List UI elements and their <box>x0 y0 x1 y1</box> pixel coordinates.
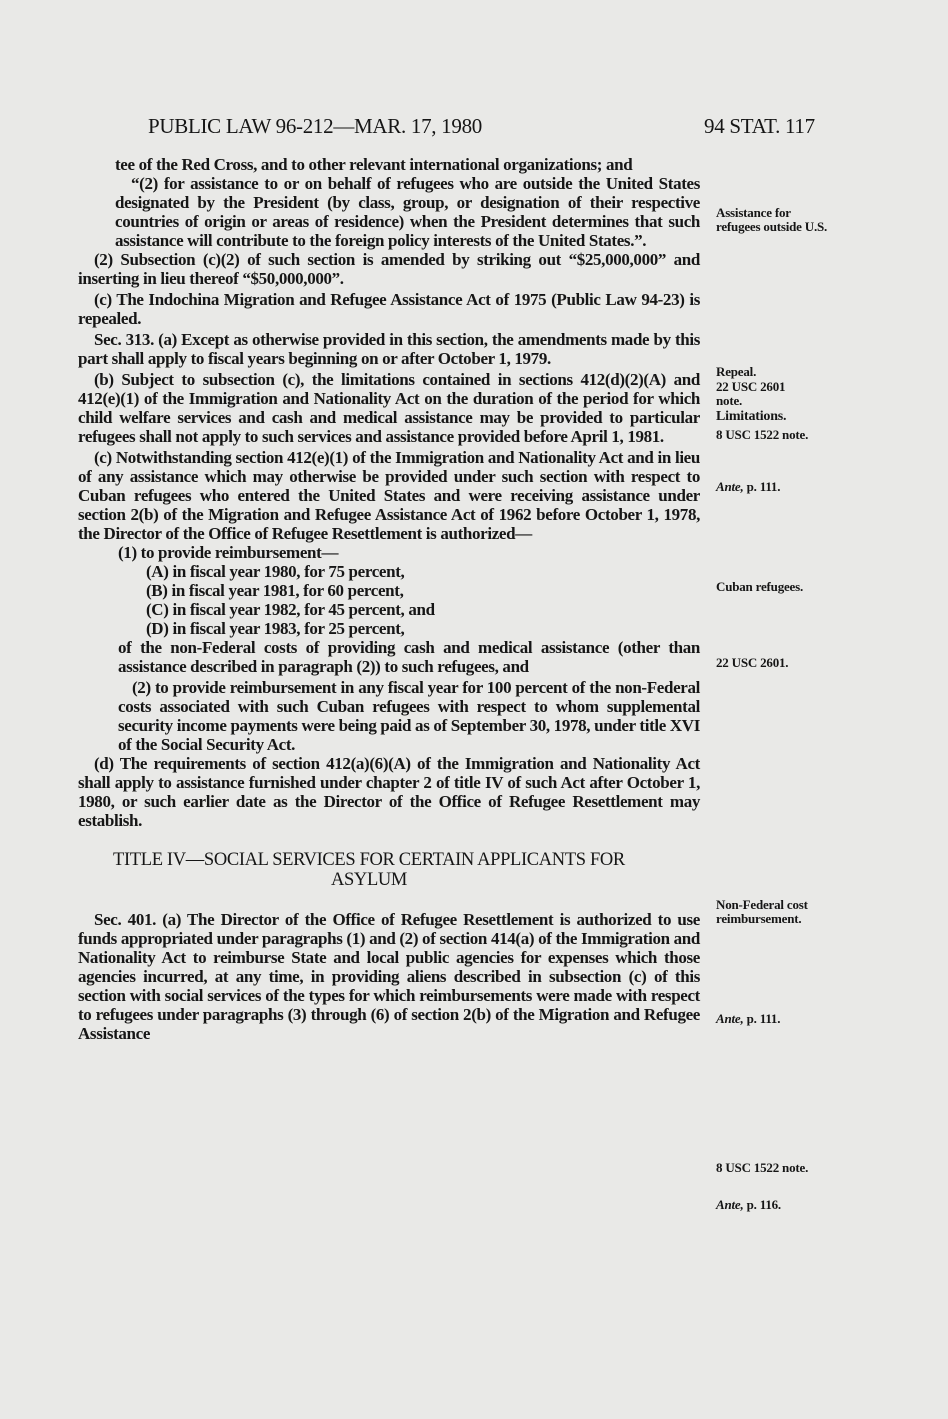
list-item: (1) to provide reimbursement— <box>118 543 339 562</box>
margin-note-page: p. 116. <box>746 1197 781 1212</box>
section-313-d: (d) The requirements of section 412(a)(6)(A) of the Immigration and Nationality Act shall apply to assistance furnished under chapter 2 of title IV of such Act after October 1, 1980, or such earlier date as the Director of the Office of Refugee Resettlement may establish. <box>78 754 700 830</box>
paragraph: (c) The Indochina Migration and Refugee Assistance Act of 1975 (Public Law 94-23) is repealed. <box>78 290 700 328</box>
paragraph: “(2) for assistance to or on behalf of refugees who are outside the United States designated by the President (by class, group, or designation of their respective countries of origin or areas of residence) when the President determines that such assistance will contribute to the foreign policy interests of the United States.”. <box>115 174 700 250</box>
margin-note <box>716 1012 846 1026</box>
paragraph: (2) Subsection (c)(2) of such section is amended by striking out “$25,000,000” and inserting in lieu thereof “$50,000,000”. <box>78 250 700 288</box>
margin-note: Limitations. <box>716 409 787 424</box>
margin-note: Repeal. <box>716 364 757 379</box>
paragraph: of the non-Federal costs of providing cash and medical assistance (other than assistance described in paragraph (2)) to such refugees, and <box>118 638 700 676</box>
margin-note: 8 USC 1522 note. <box>716 427 809 442</box>
list-item: (2) to provide reimbursement in any fiscal year for 100 percent of the non-Federal costs associated with such Cuban refugees with respect to whom supplemental security income payments were being paid as of September 30, 1978, under title XVI of the Social Security Act. <box>118 678 700 754</box>
margin-note-italic: Ante, <box>716 1011 744 1026</box>
running-header: PUBLIC LAW 96-212—MAR. 17, 1980 <box>148 114 482 138</box>
paragraph: tee of the Red Cross, and to other relevant international organizations; and <box>115 155 633 174</box>
section-313-a: Sec. 313. (a) Except as otherwise provided in this section, the amendments made by this part shall apply to fiscal years beginning on or after October 1, 1979. <box>78 330 700 368</box>
list-item: (B) in fiscal year 1981, for 60 percent, <box>146 581 404 600</box>
margin-note: Assistance for refugees outside U.S. <box>716 205 828 234</box>
margin-note-italic: Ante, <box>716 479 744 494</box>
margin-note: 22 USC 2601 note. <box>716 379 786 408</box>
margin-note: 8 USC 1522 note. <box>716 1160 809 1175</box>
title-heading: TITLE IV—SOCIAL SERVICES FOR CERTAIN APPLICANTS FOR ASYLUM <box>113 850 625 890</box>
margin-note-italic: Ante, <box>716 1197 744 1212</box>
margin-note <box>716 480 846 494</box>
page-number: 94 STAT. 117 <box>704 114 815 138</box>
margin-note: Non-Federal cost reimbursement. <box>716 897 808 926</box>
margin-note-page: p. 111. <box>746 1011 781 1026</box>
list-item: (C) in fiscal year 1982, for 45 percent, and <box>146 600 435 619</box>
section-313-c: (c) Notwithstanding section 412(e)(1) of the Immigration and Nationality Act and in lieu of any assistance which may otherwise be provided under such section with respect to Cuban refugees who entered the United States and were receiving assistance under section 2(b) of the Migration and Refugee Assistance Act of 1962 before October 1, 1978, the Director of the Office of Refugee Resettlement is authorized— <box>78 448 700 543</box>
margin-note-page: p. 111. <box>746 479 781 494</box>
margin-note <box>716 1198 846 1212</box>
margin-note: 22 USC 2601. <box>716 655 789 670</box>
section-401-a: Sec. 401. (a) The Director of the Office of Refugee Resettlement is authorized to use funds appropriated under paragraphs (1) and (2) of section 414(a) of the Immigration and Nationality Act to reimburse State and local public agencies for expenses which those agencies incurred, at any time, in providing aliens described in subsection (c) of this section with social services of the types for which reimbursements were made with respect to refugees under paragraphs (3) through (6) of section 2(b) of the Migration and Refugee Assistance <box>78 910 700 1043</box>
list-item: (D) in fiscal year 1983, for 25 percent, <box>146 619 405 638</box>
margin-note: Cuban refugees. <box>716 579 804 594</box>
list-item: (A) in fiscal year 1980, for 75 percent, <box>146 562 405 581</box>
section-313-b: (b) Subject to subsection (c), the limitations contained in sections 412(d)(2)(A) and 412(e)(1) of the Immigration and Nationality Act on the duration of the period for which child welfare services and cash and medical assistance may be provided to particular refugees shall not apply to such services and assistance provided before April 1, 1981. <box>78 370 700 446</box>
body-text <box>78 155 700 1043</box>
